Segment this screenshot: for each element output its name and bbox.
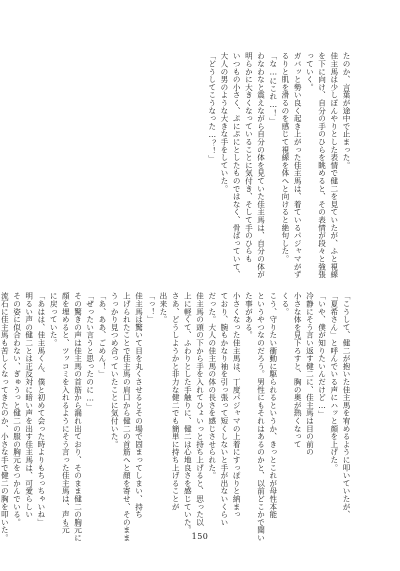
text-line: というやつなのだろう。男性にもそれはあるのかと、以前どこかで聞い (256, 292, 266, 542)
text-block-upper (47, 52, 352, 279)
text-line: 出来た。 (158, 292, 168, 324)
text-line: 「あ、ああ、ごめん！」 (97, 292, 107, 378)
text-line: 「ぜったい言うと思ったのに…」 (85, 292, 95, 411)
text-line: 明るい声の健二とは正反対に暗い声を出す佳主馬は、可愛らしい (24, 292, 34, 519)
text-line: るりと肌を滑るのを感じて視線を体へと向けると絶句した。 (280, 52, 290, 263)
text-line: 「夏希さん」と呼んでいる声にハッと顔を上げた。 (329, 292, 339, 472)
text-line: 佳主馬は少しぽんやりとした表情で健二を見ていたが、ふと視線 (329, 52, 339, 279)
text-line: 顔を埋めると、ツッコミを入れるようにそう言った佳主馬は、声も元 (61, 292, 71, 534)
page-number: 150 (191, 532, 209, 541)
text-line: 「あはは、佳主馬くん、僕と初めて会った時よりもちっちゃいね」 (36, 292, 46, 526)
text-line: 「な…にこれ…！」 (268, 52, 278, 125)
text-line: 明らかに大きくなっていることに気付き、そして手のひらも (244, 52, 254, 263)
text-line: いつもの小さく、ぷにぷにとしたものではなく、骨ばっていて、 (232, 52, 242, 279)
text-line: 「どうしてこうなった…？！」 (207, 52, 217, 163)
text-line: っていく。 (305, 52, 315, 91)
text-line: その姿に似合わない、ぎゅうっと健二の服の胸元をつかんでいる。 (12, 292, 22, 526)
text-line: わなわなと震えながら自分の体を見ていた佳主馬は、自分の体が (256, 52, 266, 279)
text-line: だった。大人の佳主馬の体の長さを感じさせられた。 (207, 292, 217, 480)
text-line: ており、腕もかなり袖を引っ張って短くしないと手が出ないくらい (219, 292, 229, 526)
text-line: 大人の男のような大きな手をしていた。 (219, 52, 229, 193)
text-line: 小さくなった佳主馬は、丁度パジャマの上着にすっぽりと納まっ (232, 292, 242, 519)
text-line: た事がある。 (244, 292, 254, 339)
text-line: 「っ！」 (146, 292, 156, 324)
text-line: 冷静にそう言い返す健二に、佳主馬は目の前の (305, 292, 315, 456)
text-line: 上に軽くて、ふわりとした手触りに、健二は心地良さを感じていた。 (183, 292, 193, 534)
text-line: 「こうして、健二が抱いた佳主馬を宥めるように叩いていたが、 (342, 292, 351, 519)
text-line: こう、守りたい衝動に駆られるというか、きっとこれが母性本能 (268, 292, 278, 519)
text-line: 佳主馬は驚いて目を丸くさせるとその場で固まってしまい、持ち (134, 292, 144, 519)
text-line: 流石に佳主馬も苦しくなってきたのか、小さな手で健二の胸を叩いた。 (0, 292, 10, 542)
text-line: を下に向け、自分の手のひらを眺めると、その表情が段々と強張 (317, 52, 327, 279)
text-line: さあ、どうしようかと非力な健二でも簡単に持ち上げることが (171, 292, 181, 511)
text-line: その驚きの声は佳主馬の首筋から漏れ出ており、そのまま健二の胸元に (73, 292, 83, 542)
text-line: 上げられたことで佳主馬の肩口から健二の首筋へと顔を寄せ、そのまま (122, 292, 132, 542)
text-line: 「いや、僕が知りたいんだけど…」 (317, 292, 327, 419)
text-line: 小さな体を見下ろすと、胸の奥が熱くなって (293, 292, 303, 448)
text-line: ガバッと勢い良く起き上がった佳主馬は、着ているパジャマがず (293, 52, 303, 279)
text-line: に戻っていた。 (49, 292, 59, 347)
text-line: うっかり見つめ合っていたことに気付いた。 (110, 292, 120, 448)
text-line: 佳主馬の頭の下から手を入れてひょいっと持ち上げると、思った以 (195, 292, 205, 526)
text-line: たのか、言葉が途中で止まった。 (342, 52, 351, 169)
text-line: くる。 (280, 292, 290, 316)
